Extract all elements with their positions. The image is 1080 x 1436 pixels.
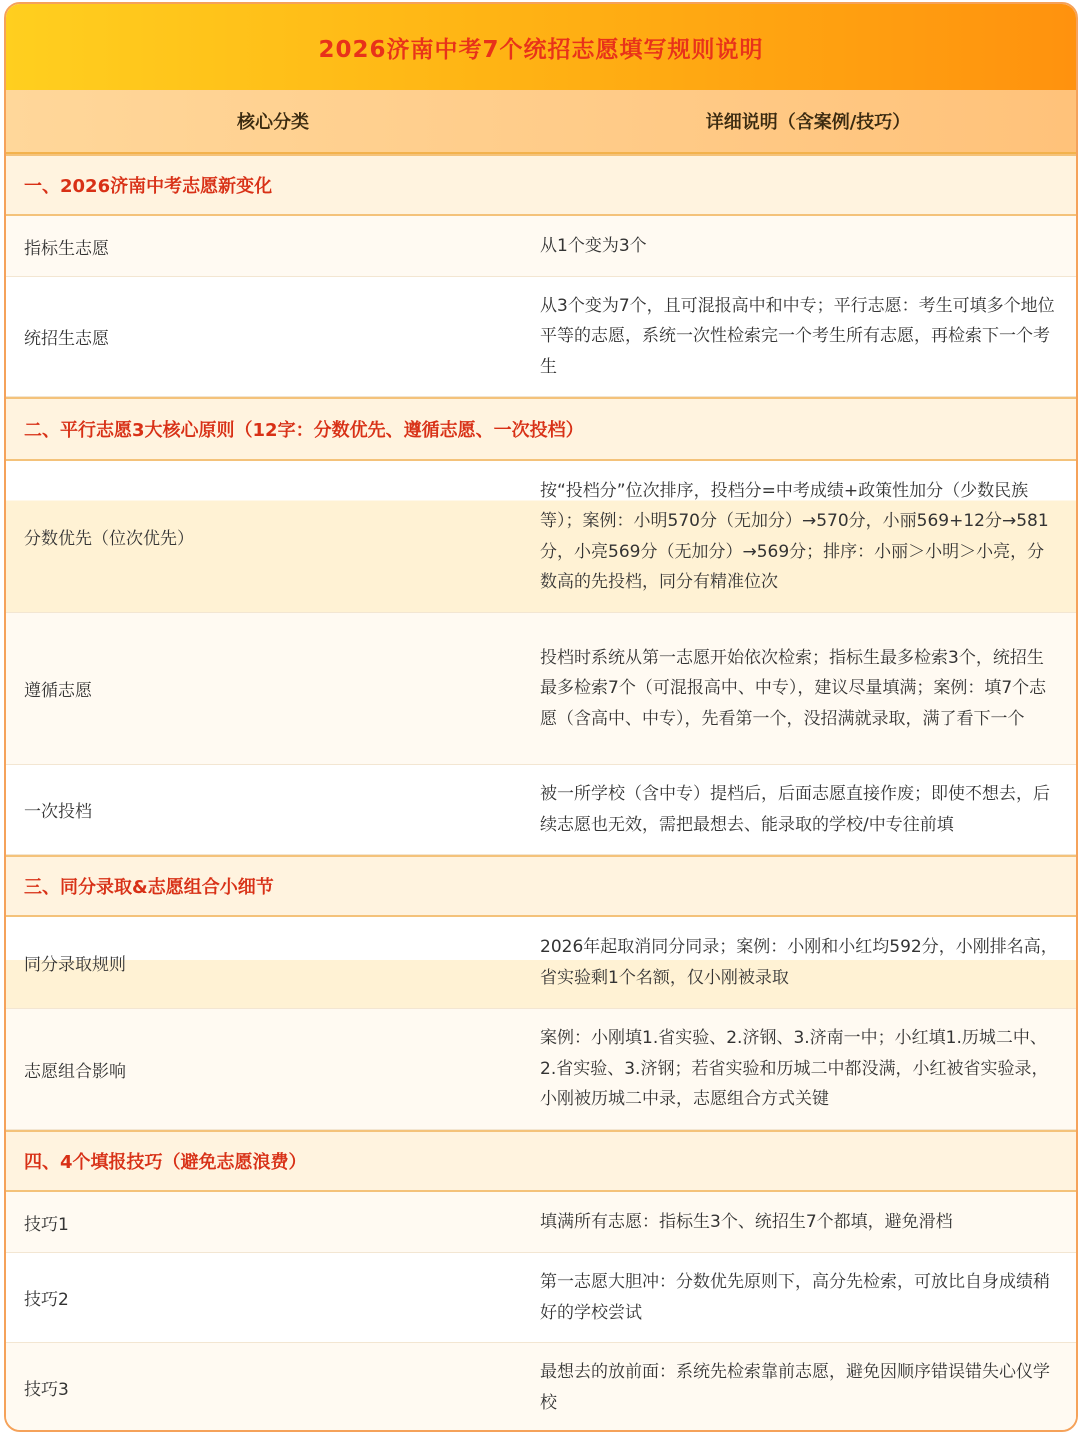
title-banner (6, 4, 1076, 90)
table-row (6, 1192, 1076, 1253)
table-row (6, 917, 1076, 1009)
row-key: 遵循志愿 (24, 681, 92, 701)
table-row (6, 613, 1076, 765)
section-heading: 四、4个填报技巧（避免志愿浪费） (6, 1130, 1076, 1192)
row-value: 按“投档分”位次排序，投档分=中考成绩+政策性加分（少数民族等）；案例：小明570分（无加分）→570分，小丽569+12分→581分，小亮569分（无加分）→569分；排序：小丽＞小明＞小亮，分数高的先投档，同分有精准位次 (540, 480, 1049, 592)
row-value: 从3个变为7个，且可混报高中和中专；平行志愿：考生可填多个地位平等的志愿，系统一次性检索完一个考生所有志愿，再检索下一个考生 (540, 295, 1055, 377)
table-header (6, 90, 1076, 154)
row-value: 填满所有志愿：指标生3个、统招生7个都填，避免滑档 (540, 1211, 953, 1232)
rules-card (4, 2, 1078, 1432)
row-key: 分数优先（位次优先） (24, 529, 194, 549)
row-value: 从1个变为3个 (540, 235, 647, 256)
row-key: 技巧3 (24, 1380, 69, 1400)
row-value: 第一志愿大胆冲：分数优先原则下，高分先检索，可放比自身成绩稍好的学校尝试 (540, 1272, 1050, 1323)
row-value: 被一所学校（含中专）提档后，后面志愿直接作废；即使不想去，后续志愿也无效，需把最想去、能录取的学校/中专往前填 (540, 784, 1050, 835)
table-row (6, 1253, 1076, 1343)
row-value: 案例：小刚填1.省实验、2.济钢、3.济南一中；小红填1.历城二中、2.省实验、3.济钢；若省实验和历城二中都没满，小红被省实验录，小刚被历城二中录，志愿组合方式关键 (540, 1028, 1049, 1110)
row-value: 最想去的放前面：系统先检索靠前志愿，避免因顺序错误错失心仪学校 (540, 1362, 1050, 1413)
row-key: 技巧2 (24, 1290, 69, 1310)
section-heading: 二、平行志愿3大核心原则（12字：分数优先、遵循志愿、一次投档） (6, 397, 1076, 461)
row-key: 志愿组合影响 (24, 1061, 126, 1082)
table-row (6, 277, 1076, 397)
row-value: 投档时系统从第一志愿开始依次检索；指标生最多检索3个，统招生最多检索7个（可混报高中、中专），建议尽量填满；案例：填7个志愿（含高中、中专），先看第一个，没招满就录取，满了看下一个 (540, 647, 1047, 729)
row-key: 同分录取规则 (24, 955, 126, 975)
row-key: 统招生志愿 (24, 329, 109, 349)
table-row (6, 461, 1076, 613)
table-row (6, 1343, 1076, 1432)
table-row (6, 216, 1076, 277)
header-col-category: 核心分类 (237, 112, 309, 133)
page-title: 2026济南中考7个统招志愿填写规则说明 (318, 36, 764, 63)
header-col-detail: 详细说明（含案例/技巧） (705, 112, 911, 133)
table-row (6, 1009, 1076, 1130)
row-key: 指标生志愿 (24, 238, 109, 259)
section-heading: 三、同分录取&志愿组合小细节 (6, 855, 1076, 917)
row-key: 一次投档 (24, 802, 92, 822)
section-heading: 一、2026济南中考志愿新变化 (6, 154, 1076, 216)
row-value: 2026年起取消同分同录；案例：小刚和小红均592分，小刚排名高，省实验剩1个名额，仅小刚被录取 (540, 937, 1058, 988)
row-key: 技巧1 (24, 1214, 69, 1235)
table-row (6, 765, 1076, 855)
